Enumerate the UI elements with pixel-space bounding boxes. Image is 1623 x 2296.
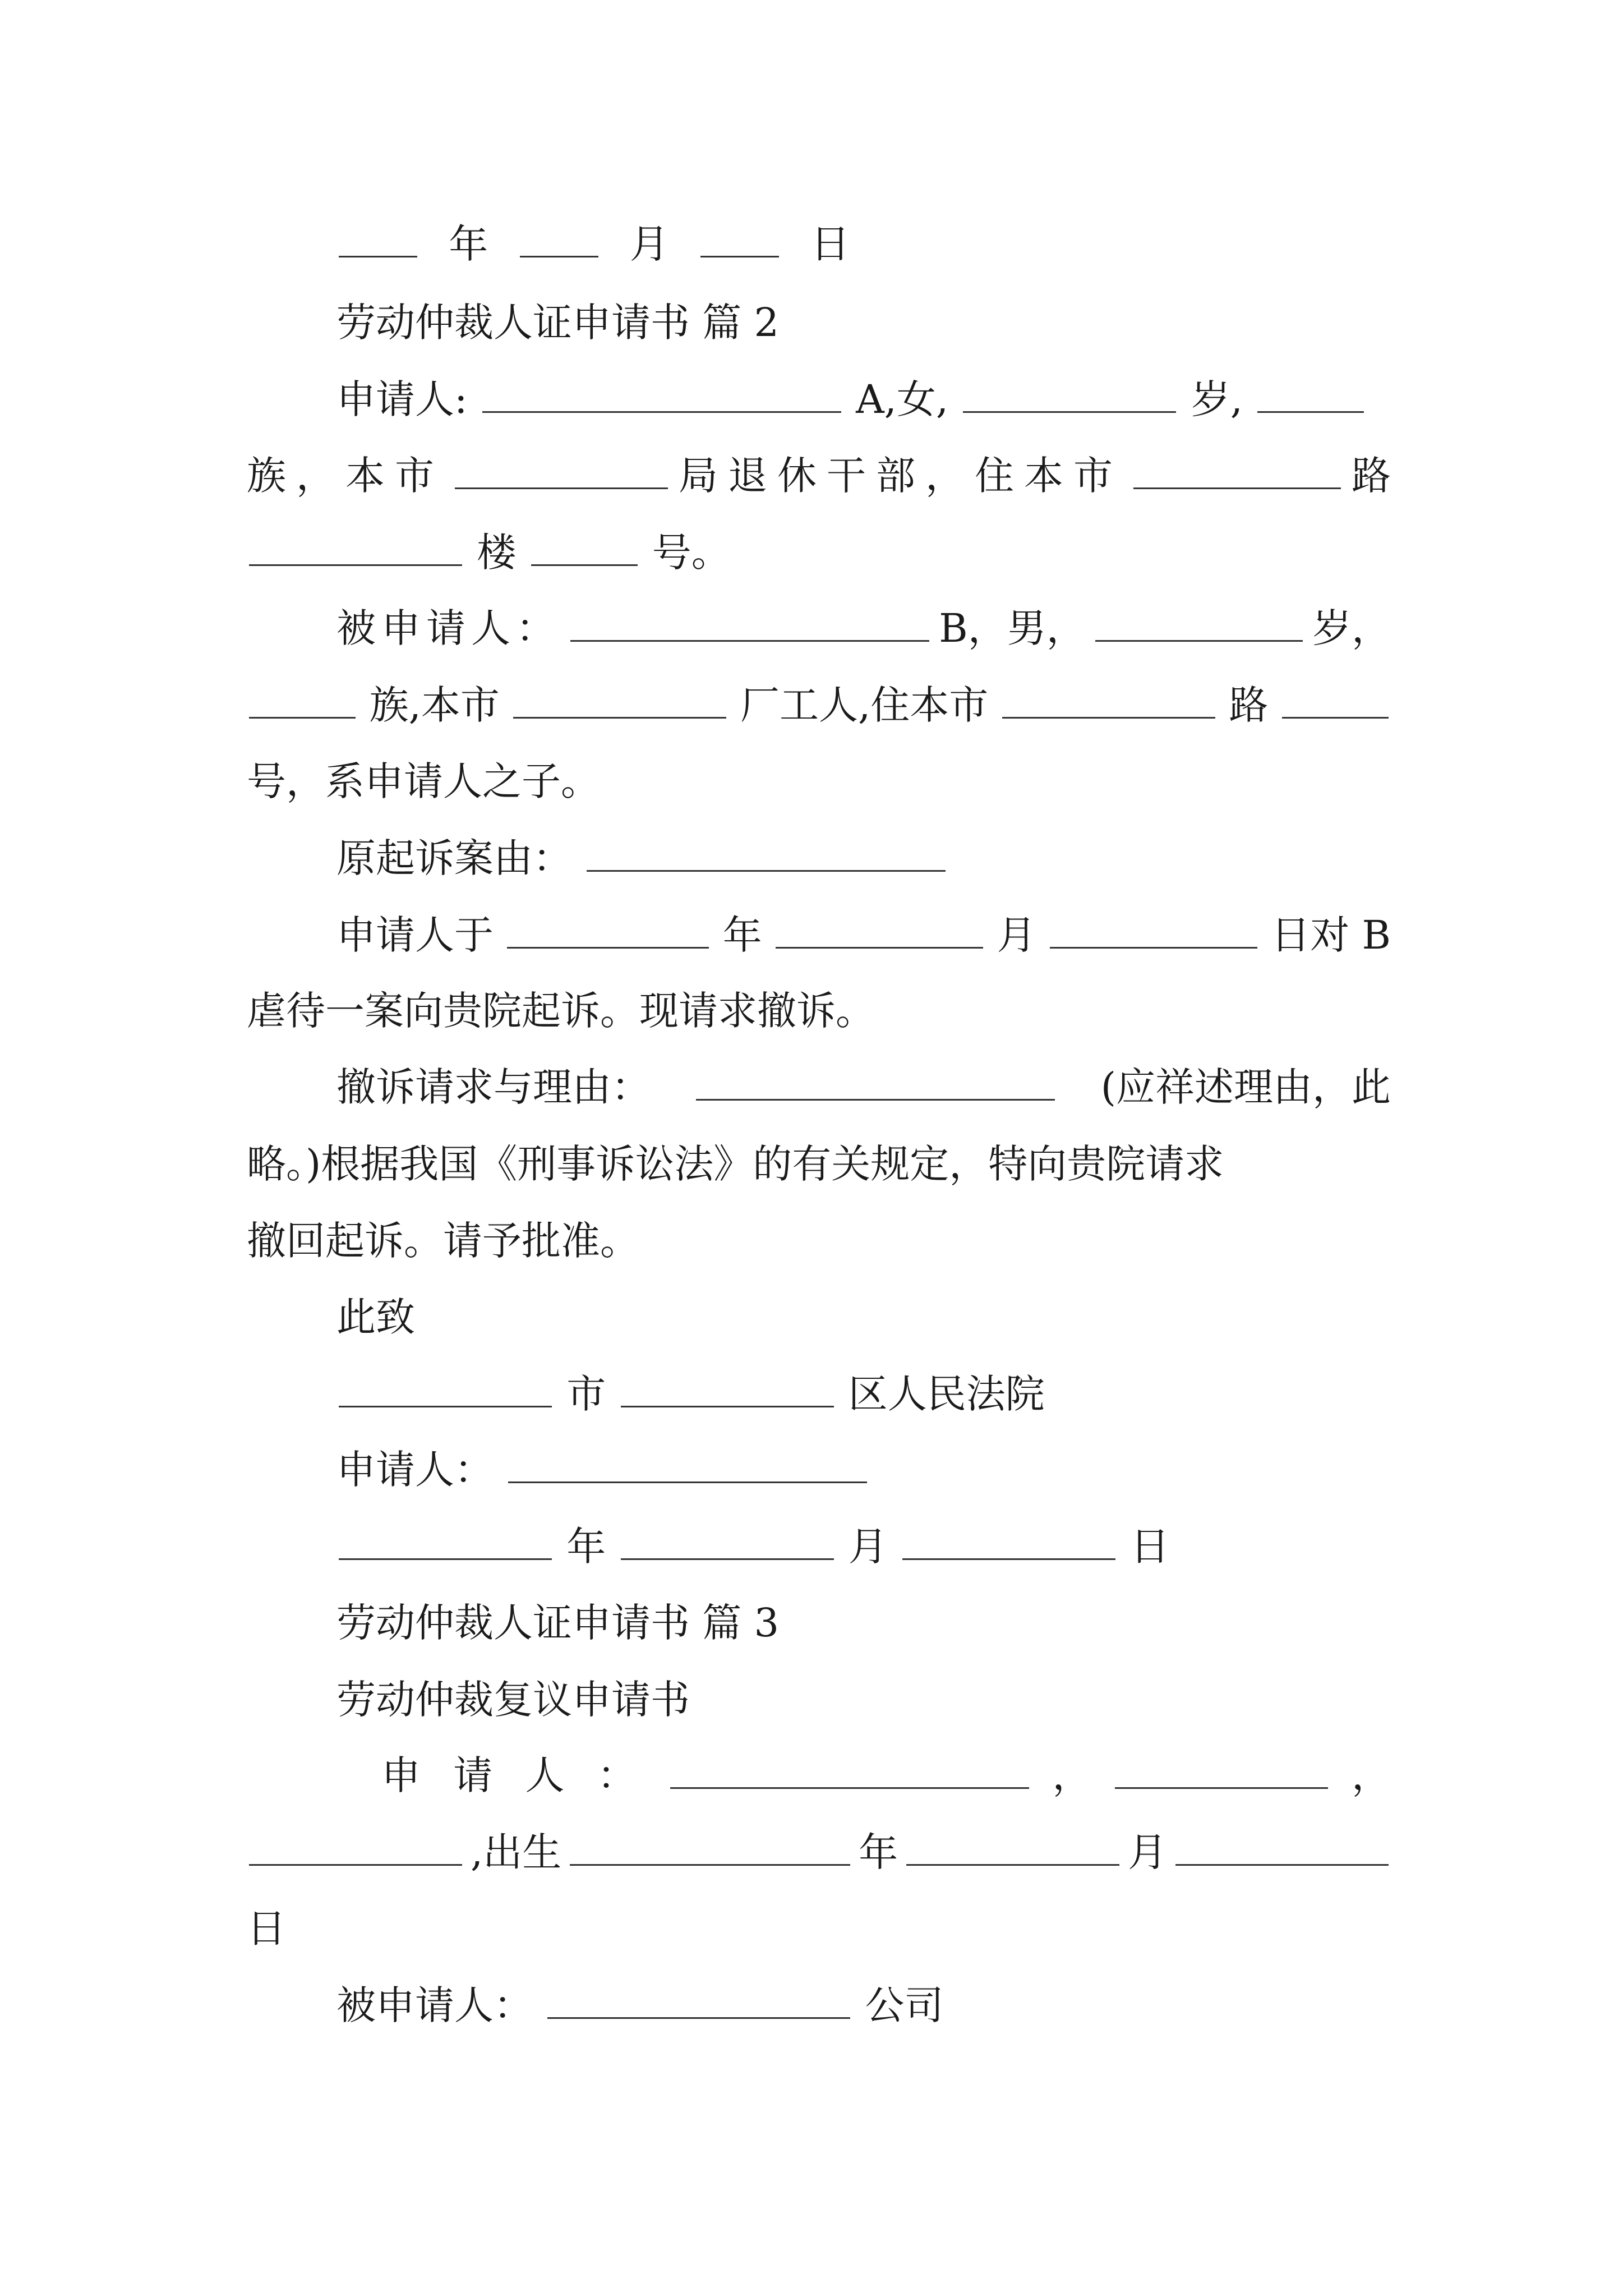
s2-filed-line1 [336, 907, 1391, 963]
s2-sign-label: 申请人： [336, 1447, 494, 1493]
s3-birth-year-blank [570, 1825, 850, 1866]
blank-month [520, 217, 598, 257]
blank-day [700, 217, 779, 257]
s2-sign-line [336, 1442, 869, 1498]
s2-applicant-line1 [336, 371, 1366, 427]
blank-year [339, 217, 417, 257]
s3-applicant-name-blank [670, 1748, 1029, 1789]
s3-respondent-label: 被申请人： [336, 1982, 533, 2028]
s2-court-city-blank [339, 1366, 552, 1407]
s2-applicant-number-blank [531, 525, 638, 566]
s2-filed-year: 年 [722, 912, 762, 958]
s2-respondent-line2-c: 路 [1229, 682, 1269, 728]
s2-respondent-name-blank [570, 601, 929, 642]
s2-original-case-line [336, 830, 948, 886]
s2-withdraw-label: 撤诉请求与理由： [336, 1064, 651, 1110]
s2-filed-day-blank [1050, 908, 1257, 949]
section2-title: 劳动仲裁人证申请书 篇 2 [336, 300, 780, 346]
s2-filed-a: 申请人于 [336, 912, 494, 958]
s2-applicant-label: 申请人: [336, 376, 468, 422]
s2-respondent-nation-blank [249, 678, 356, 719]
s2-filed-month-blank [776, 908, 983, 949]
s2-applicant-name-blank [482, 372, 841, 413]
s2-applicant-age-blank [963, 372, 1176, 413]
s2-respondent-number-blank [1282, 678, 1389, 719]
s3-birth-month: 月 [1128, 1829, 1168, 1875]
s2-withdraw-line1 [336, 1059, 1391, 1115]
s3-comma1: ， [1052, 1752, 1092, 1798]
s3-birth-nation-blank [249, 1825, 462, 1866]
s2-salutation: 此致 [336, 1294, 415, 1340]
s2-filed-line2: 虐待一案向贵院起诉。现请求撤诉。 [247, 988, 875, 1034]
s2-original-case-blank [587, 831, 946, 872]
s2-applicant-bureau-blank [455, 448, 668, 489]
s2-applicant-line3 [247, 524, 731, 581]
s2-filed-day: 日对 B [1271, 912, 1391, 958]
s2-respondent-line2-b: 厂工人,住本市 [740, 682, 989, 728]
s2-applicant-line3-b: 号。 [652, 530, 731, 576]
s2-respondent-line1 [336, 600, 1391, 656]
s2-original-case-label: 原起诉案由： [336, 835, 572, 881]
section3-subtitle: 劳动仲裁复议申请书 [336, 1677, 690, 1723]
s2-applicant-line2-a: 族，本市 [247, 453, 444, 499]
s2-sign-month: 月 [848, 1524, 888, 1570]
s2-respondent-line2 [247, 677, 1391, 733]
s3-birth-day-blank [1175, 1825, 1389, 1866]
s2-filed-year-blank [507, 908, 709, 949]
s2-respondent-factory-blank [513, 678, 726, 719]
s2-withdraw-line3: 撤回起诉。请予批准。 [247, 1218, 639, 1264]
section3-title: 劳动仲裁人证申请书 篇 3 [336, 1600, 780, 1646]
s2-applicant-age: 岁, [1191, 376, 1243, 422]
s2-withdraw-line2: 略。)根据我国《刑事诉讼法》的有关规定，特向贵院请求 [247, 1141, 1224, 1187]
s2-respondent-line2-a: 族,本市 [369, 682, 500, 728]
s2-applicant-line3-a: 楼 [477, 530, 517, 576]
s3-applicant-gender-blank [1115, 1748, 1328, 1789]
date-day-label: 日 [810, 221, 850, 267]
s3-applicant-line1 [381, 1747, 1391, 1803]
s3-birth-a: ,出生 [470, 1829, 562, 1875]
s2-respondent-gender: B，男， [939, 605, 1086, 651]
s2-respondent-line3: 号，系申请人之子。 [247, 758, 600, 804]
s3-comma2: ， [1351, 1752, 1391, 1798]
s2-court-line [336, 1366, 1045, 1422]
s2-applicant-line2 [247, 448, 1391, 504]
s2-respondent-age: 岁， [1312, 605, 1391, 651]
s2-court-name: 区人民法院 [848, 1371, 1045, 1417]
top-date-line [336, 216, 866, 272]
s3-respondent-suffix: 公司 [865, 1982, 944, 2028]
s2-sign-year-blank [339, 1519, 552, 1560]
s3-birth-line [247, 1824, 1391, 1880]
s3-birth-year: 年 [859, 1829, 898, 1875]
s2-respondent-age-blank [1095, 601, 1303, 642]
s2-sign-month-blank [621, 1519, 834, 1560]
s2-respondent-label: 被申请人： [336, 605, 561, 651]
s2-sign-blank [508, 1442, 867, 1483]
s2-applicant-line2-c: 路 [1352, 453, 1391, 499]
date-month-label: 月 [629, 221, 669, 267]
s2-sign-year: 年 [566, 1524, 606, 1570]
s2-applicant-gender: A,女, [856, 376, 949, 422]
s2-applicant-road-blank [1133, 448, 1341, 489]
s3-birth-day-line: 日 [247, 1906, 286, 1952]
s2-applicant-nation-blank [1257, 372, 1364, 413]
date-year-label: 年 [449, 221, 488, 267]
s2-court-city: 市 [566, 1371, 606, 1417]
s2-court-district-blank [621, 1366, 834, 1407]
s2-respondent-road-blank [1002, 678, 1215, 719]
s2-sign-day-blank [902, 1519, 1115, 1560]
s3-birth-month-blank [906, 1825, 1119, 1866]
s2-withdraw-reason-blank [696, 1060, 1055, 1101]
s2-sign-day: 日 [1130, 1524, 1170, 1570]
s2-withdraw-note: (应祥述理由，此 [1100, 1064, 1391, 1110]
s3-respondent-company-blank [547, 1978, 850, 2019]
s2-applicant-building-blank [249, 525, 462, 566]
s3-applicant-label: 申 请 人 ： [381, 1752, 647, 1798]
s2-sign-date-line [336, 1519, 1169, 1575]
s2-filed-month: 月 [997, 912, 1036, 958]
s2-applicant-line2-b: 局退休干部，住本市 [679, 453, 1123, 499]
s3-respondent-line [336, 1977, 944, 2033]
